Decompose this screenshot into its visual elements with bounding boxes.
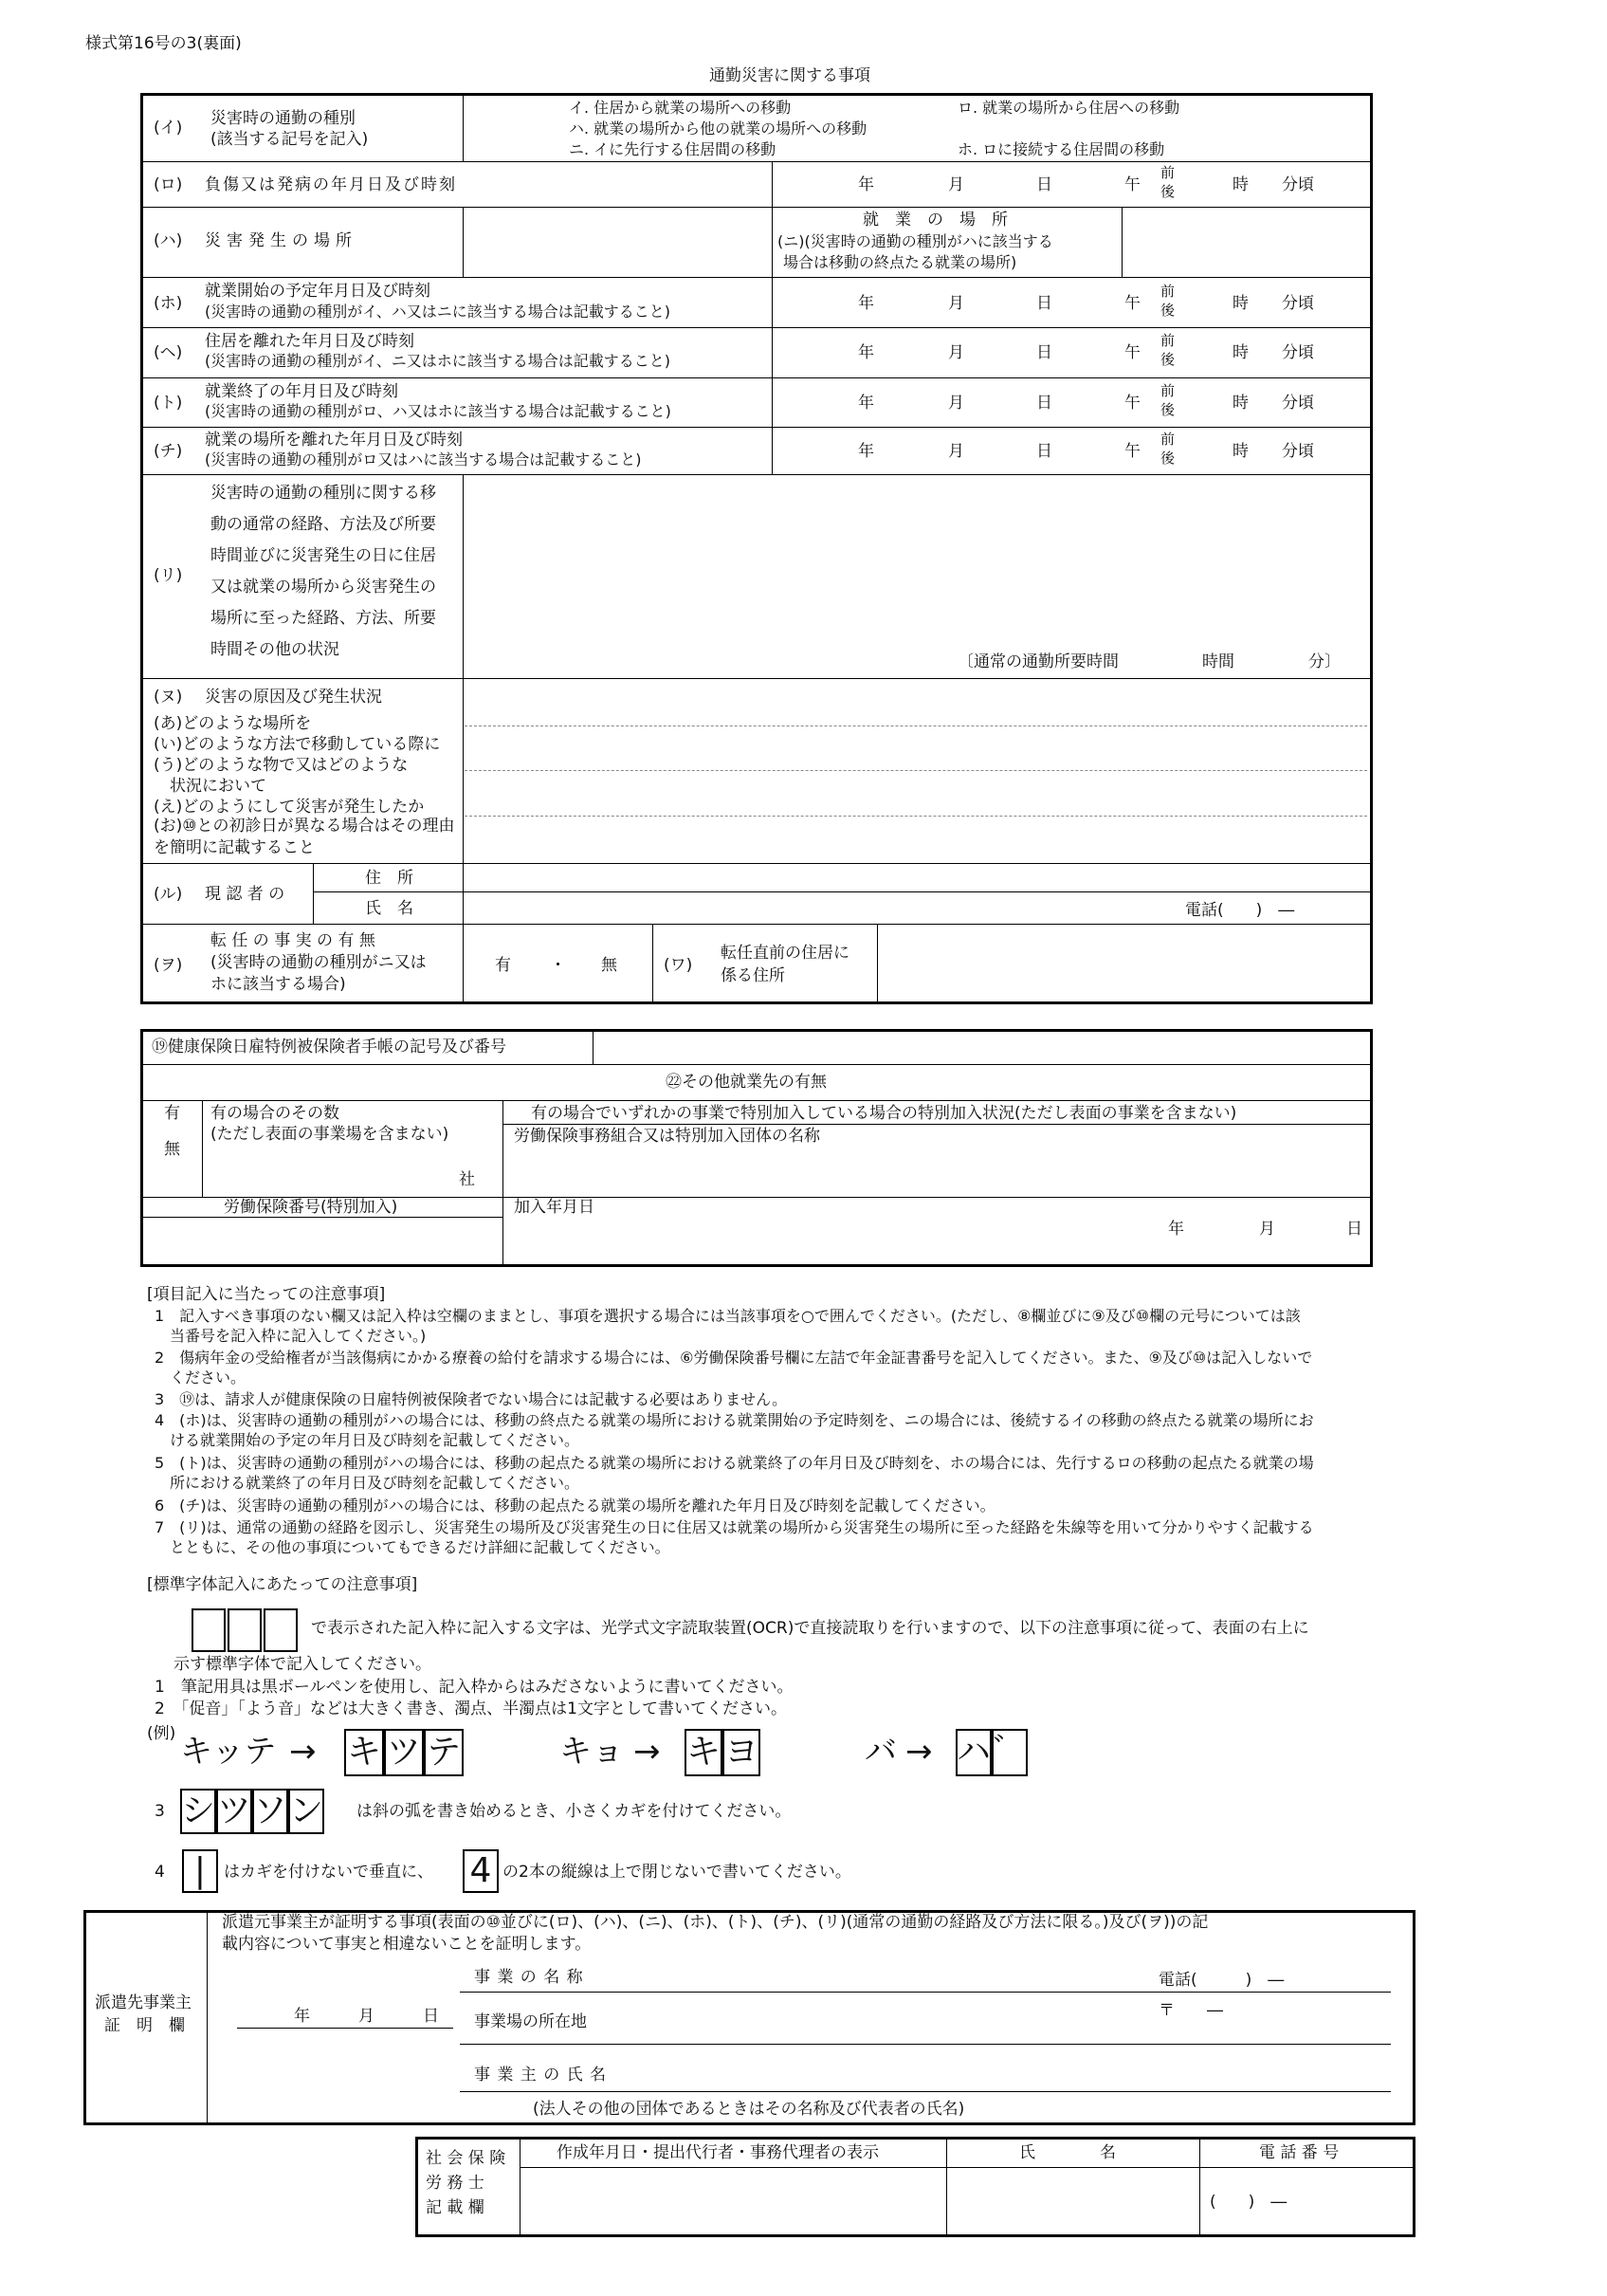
option-i: イ. 住居から就業の場所への移動 xyxy=(569,99,792,117)
cert-text-1: 派遣元事業主が証明する事項(表面の⑩並びに(ロ)、(ハ)、(ニ)、(ホ)、(ト)、(チ)、(リ)(通常の通勤の経路及び方法に限る。)及び(ヲ))の記 xyxy=(222,1913,1209,1932)
option-ro: ロ. 就業の場所から住居への移動 xyxy=(958,99,1180,117)
other-employment-no[interactable]: 無 xyxy=(164,1140,180,1159)
row-he-note: (災害時の通勤の種別がイ、ニ又はホに該当する場合は記載すること) xyxy=(205,352,671,370)
witness-name-label: 氏 名 xyxy=(365,899,413,918)
std-heading: [標準字体記入にあたっての注意事項] xyxy=(147,1575,418,1594)
cert-text-2: 載内容について事実と相違ないことを証明します。 xyxy=(222,1935,592,1954)
owner-name-label: 事 業 主 の 氏 名 xyxy=(474,2066,608,2085)
row-ro-label: 負傷又は発病の年月日及び時刻 xyxy=(205,175,457,194)
section-title: 通勤災害に関する事項 xyxy=(709,66,870,85)
example1-arrow: → xyxy=(289,1733,317,1771)
example2-box-1: キ xyxy=(685,1729,722,1776)
sr-col-name: 氏 名 xyxy=(1019,2143,1116,2162)
option-ho: ホ. ロに接続する住居間の移動 xyxy=(958,140,1165,158)
example3-box-2: ゛ xyxy=(992,1729,1028,1776)
other-employment-label: ㉒その他就業先の有無 xyxy=(666,1073,827,1092)
std-note-4-text-1: はカギを付けないで垂直に、 xyxy=(224,1863,433,1882)
std-intro-2: 示す標準字体で記入してください。 xyxy=(173,1655,431,1674)
join-year: 年 xyxy=(1168,1220,1184,1239)
std-intro-1: で表示された記入枠に記入する文字は、光学式文字読取装置(OCR)で直接読取りを行いますので、以下の注意事項に従って、表面の右上に xyxy=(311,1619,1309,1638)
witness-address-label: 住 所 xyxy=(365,869,413,888)
transfer-dot: ・ xyxy=(550,956,566,975)
sr-label-2: 労 務 士 xyxy=(426,2174,484,2193)
example3-source: バ xyxy=(865,1733,897,1771)
row-chi-label: 就業の場所を離れた年月日及び時刻 xyxy=(205,431,463,450)
option-ni: ニ. イに先行する住居間の移動 xyxy=(569,140,776,158)
join-date-label: 加入年月日 xyxy=(514,1198,594,1217)
workplace-sub2: 場合は移動の終点たる就業の場所) xyxy=(783,253,1017,271)
example3-arrow: → xyxy=(905,1733,933,1771)
std-note-2: 2 「促音」「よう音」などは大きく書き、濁点、半濁点は1文字として書いてください。 xyxy=(155,1699,787,1718)
owner-name-note: (法人その他の団体であるときはその名称及び代表者の氏名) xyxy=(533,2100,965,2119)
cert-side-label-1: 派遣先事業主 xyxy=(95,1993,192,2012)
business-name-label: 事 業 の 名 称 xyxy=(474,1968,584,1987)
note3-box-4: ン xyxy=(288,1789,324,1834)
business-address-label: 事業場の所在地 xyxy=(474,2012,587,2031)
row-wa-label2: 係る住所 xyxy=(721,966,785,985)
sr-label-1: 社 会 保 険 xyxy=(426,2149,506,2168)
row-to-note: (災害時の通勤の種別がロ、ハ又はホに該当する場合は記載すること) xyxy=(205,402,671,420)
other-employment-yes[interactable]: 有 xyxy=(164,1104,180,1123)
note3-box-2: ツ xyxy=(216,1789,252,1834)
row-ru-label: 現 認 者 の xyxy=(205,885,285,904)
note4-box-1: | xyxy=(182,1849,218,1893)
count-unit: 社 xyxy=(459,1170,475,1189)
example1-source: キッテ xyxy=(180,1733,277,1771)
row-ho-note: (災害時の通勤の種別がイ、ハ又はニに該当する場合は記載すること) xyxy=(205,303,671,321)
join-month: 月 xyxy=(1259,1220,1275,1239)
std-note-3-number: 3 xyxy=(155,1802,165,1821)
count-note: (ただし表面の事業場を含まない) xyxy=(210,1125,449,1144)
cert-date: 年 月 日 xyxy=(294,2007,439,2026)
row-wo-code: (ヲ) xyxy=(154,956,183,975)
row-he-label: 住居を離れた年月日及び時刻 xyxy=(205,332,414,351)
row-he-code: (ヘ) xyxy=(154,343,183,362)
transfer-no[interactable]: 無 xyxy=(601,956,617,975)
ocr-sample-box-1 xyxy=(192,1608,226,1652)
row-wo-label: 転 任 の 事 実 の 有 無 xyxy=(210,931,375,950)
example3-box-1: ハ xyxy=(956,1729,992,1776)
row-ho-code: (ホ) xyxy=(154,294,183,313)
ocr-sample-box-2 xyxy=(228,1608,262,1652)
row-chi-note: (災害時の通勤の種別がロ又はハに該当する場合は記載すること) xyxy=(205,450,642,468)
cert-side-label-2: 証 明 欄 xyxy=(104,2016,185,2035)
workplace-sub1: (ニ)(災害時の通勤の種別がハに該当する xyxy=(777,232,1053,250)
note4-box-2: 4 xyxy=(463,1849,499,1893)
commute-time-minutes: 分〕 xyxy=(1308,652,1341,671)
form-id: 様式第16号の3(裏面) xyxy=(85,34,242,53)
business-postal: 〒 ― xyxy=(1159,2001,1223,2020)
witness-phone: 電話( ) ― xyxy=(1185,901,1295,920)
sr-col-phone: 電 話 番 号 xyxy=(1259,2143,1340,2162)
example2-source: キョ xyxy=(559,1733,624,1771)
insurance-number-label: 労働保険番号(特別加入) xyxy=(224,1198,398,1217)
row-to-code: (ト) xyxy=(154,394,183,413)
note3-box-3: ソ xyxy=(252,1789,288,1834)
row-ha-label: 災害発生の場所 xyxy=(205,231,357,250)
row-wo-note1: (災害時の通勤の種別がニ又は xyxy=(210,953,427,972)
row-i-label: 災害時の通勤の種別 xyxy=(210,109,356,128)
row-ho-label: 就業開始の予定年月日及び時刻 xyxy=(205,282,430,301)
example-label: (例) xyxy=(147,1724,176,1743)
row-wo-note2: ホに該当する場合) xyxy=(210,975,346,994)
row-i-code: (イ) xyxy=(154,119,183,138)
sr-col-agent: 作成年月日・提出代行者・事務代理者の表示 xyxy=(557,2143,879,2162)
special-status-label: 有の場合でいずれかの事業で特別加入している場合の特別加入状況(ただし表面の事業を含まない) xyxy=(531,1104,1237,1123)
business-phone: 電話( ) ― xyxy=(1159,1971,1285,1990)
row-i-sublabel: (該当する記号を記入) xyxy=(210,130,369,149)
example1-box-3: テ xyxy=(424,1729,464,1776)
example2-arrow: → xyxy=(633,1733,661,1771)
commute-time-hours: 時間 xyxy=(1202,652,1234,671)
count-label: 有の場合のその数 xyxy=(210,1104,339,1123)
workplace-title: 就 業 の 場 所 xyxy=(863,211,1008,230)
example1-box-1: キ xyxy=(344,1729,384,1776)
row-wa-label1: 転任直前の住居に xyxy=(721,944,849,963)
example1-box-2: ツ xyxy=(384,1729,424,1776)
row-chi-code: (チ) xyxy=(154,442,183,461)
join-day: 日 xyxy=(1346,1220,1362,1239)
notes-heading: [項目記入に当たっての注意事項] xyxy=(147,1285,386,1304)
union-name-label: 労働保険事務組合又は特別加入団体の名称 xyxy=(514,1127,820,1146)
row-ro-code: (ロ) xyxy=(154,175,183,194)
ocr-sample-box-3 xyxy=(264,1608,298,1652)
option-ha: ハ. 就業の場所から他の就業の場所への移動 xyxy=(569,119,867,138)
sr-label-3: 記 載 欄 xyxy=(426,2198,484,2217)
row-wa-code: (ワ) xyxy=(664,956,693,975)
std-note-4-text-2: の2本の縦線は上で閉じないで書いてください。 xyxy=(502,1863,851,1882)
row-ha-code: (ハ) xyxy=(154,231,183,250)
std-note-4-number: 4 xyxy=(155,1863,165,1882)
row-ri-code: (リ) xyxy=(154,566,183,585)
note3-box-1: シ xyxy=(180,1789,216,1834)
commute-time-note: 〔通常の通勤所要時間 xyxy=(958,652,1119,671)
example2-box-2: ヨ xyxy=(722,1729,760,1776)
sr-phone-value: ( ) ― xyxy=(1210,2193,1287,2212)
row-nu-code: (ヌ) xyxy=(154,688,183,707)
row-ru-code: (ル) xyxy=(154,885,183,904)
std-note-3-text: は斜の弧を書き始めるとき、小さくカギを付けてください。 xyxy=(356,1802,792,1821)
day-labor-notebook-label: ⑲健康保険日雇特例被保険者手帳の記号及び番号 xyxy=(152,1038,506,1056)
row-nu-title: 災害の原因及び発生状況 xyxy=(205,688,382,707)
row-to-label: 就業終了の年月日及び時刻 xyxy=(205,382,398,401)
std-note-1: 1 筆記用具は黒ボールペンを使用し、記入枠からはみださないように書いてください。 xyxy=(155,1678,794,1697)
transfer-yes[interactable]: 有 xyxy=(495,956,511,975)
